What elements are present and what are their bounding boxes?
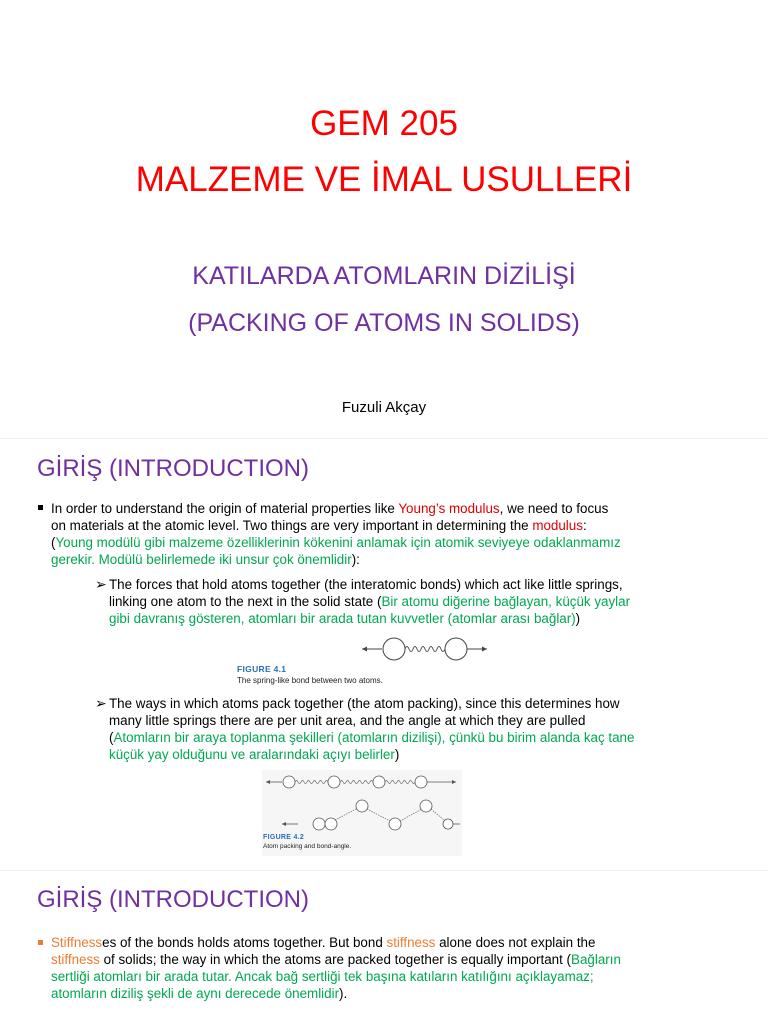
spring-bond-diagram [360, 635, 490, 663]
text-run: The forces that hold atoms together (the interatomic bonds) which act like little springs, [109, 577, 623, 592]
atom-packing-diagram [262, 770, 462, 832]
highlight-modulus: modulus [532, 518, 583, 533]
turkish-translation: Atomların bir araya toplanma şekilleri (atomların dizilişi), çünkü bu birim alanda kaç tane [113, 730, 635, 745]
highlight-stiffness: Stiffness [51, 935, 103, 950]
text-run: es of the bonds holds atoms together. But bond [102, 935, 387, 950]
text-run: ). [339, 986, 348, 1001]
course-code-title: GEM 205 [310, 104, 458, 143]
author-name: Fuzuli Akçay [341, 399, 427, 416]
bullet-paragraph-1 [51, 500, 751, 568]
text-run: ) [394, 747, 400, 762]
text-run: on materials at the atomic level. Two things are very important in determining the [51, 518, 533, 533]
figure-4-2-caption [263, 833, 351, 851]
course-name-title: MALZEME VE İMAL USULLERİ [135, 160, 633, 199]
section-title-intro: GİRİŞ (INTRODUCTION) [37, 455, 309, 482]
text-run: linking one atom to the next in the solid state ( [109, 594, 382, 609]
text-run: The ways in which atoms pack together (the atom packing), since this determines how [109, 696, 620, 711]
sub-bullet-1 [109, 576, 759, 627]
highlight-stiffness: stiffness [51, 952, 100, 967]
figure-label: FIGURE 4.2 [263, 834, 305, 841]
text-run: ) [575, 611, 581, 626]
text-run: ): [351, 552, 360, 567]
turkish-translation: Bir atomu diğerine bağlayan, küçük yaylar [381, 594, 631, 609]
text-run: : [582, 518, 587, 533]
topic-title-english: (PACKING OF ATOMS IN SOLIDS) [188, 309, 580, 337]
bullet-paragraph-stiffness [51, 934, 761, 1002]
turkish-translation: Young modülü gibi malzeme özelliklerinin kökenini anlamak için atomik seviyeye odaklanmamız [55, 535, 621, 550]
turkish-translation: sertliği atomları bir arada tutar. Ancak bağ sertliği tek başına katıların katılığını açıklayamaz; [51, 969, 594, 984]
text-run: In order to understand the origin of material properties like [51, 501, 399, 516]
square-bullet-icon [38, 940, 43, 945]
slide-divider [0, 438, 768, 439]
text-run: ( [109, 730, 114, 745]
square-bullet-icon [38, 505, 43, 510]
text-run: of solids; the way in which the atoms are packed together is equally important ( [99, 952, 572, 967]
slide-divider [0, 870, 768, 871]
figure-caption: The spring-like bond between two atoms. [237, 676, 383, 685]
text-run: alone does not explain the [435, 935, 596, 950]
arrow-bullet-icon: ➢ [95, 576, 107, 592]
highlight-youngs-modulus: Young’s modulus [398, 501, 500, 516]
sub-bullet-2 [109, 695, 759, 763]
turkish-translation: gibi davranış gösteren, atomları bir arada tutan kuvvetler (atomlar arası bağlar) [109, 611, 576, 626]
figure-4-1-caption [237, 664, 383, 686]
figure-caption: Atom packing and bond-angle. [263, 843, 352, 850]
figure-label: FIGURE 4.1 [237, 664, 287, 674]
title-slide [0, 0, 768, 436]
turkish-translation: Bağların [571, 952, 621, 967]
turkish-translation: atomların diziliş şekli de aynı derecede önemlidir [51, 986, 340, 1001]
highlight-stiffness: stiffness [386, 935, 436, 950]
text-run: many little springs there are per unit area, and the angle at which they are pulled [109, 713, 586, 728]
arrow-bullet-icon: ➢ [95, 695, 107, 711]
turkish-translation: küçük yay olduğunu ve aralarındaki açıyı belirler [109, 747, 395, 762]
section-title-intro-2: GİRİŞ (INTRODUCTION) [37, 886, 309, 913]
text-run: , we need to focus [499, 501, 609, 516]
topic-title-turkish: KATILARDA ATOMLARIN DİZİLİŞİ [192, 262, 576, 290]
text-run: ( [51, 535, 56, 550]
turkish-translation: gerekir. Modülü belirlemede iki unsur çok önemlidir [51, 552, 352, 567]
